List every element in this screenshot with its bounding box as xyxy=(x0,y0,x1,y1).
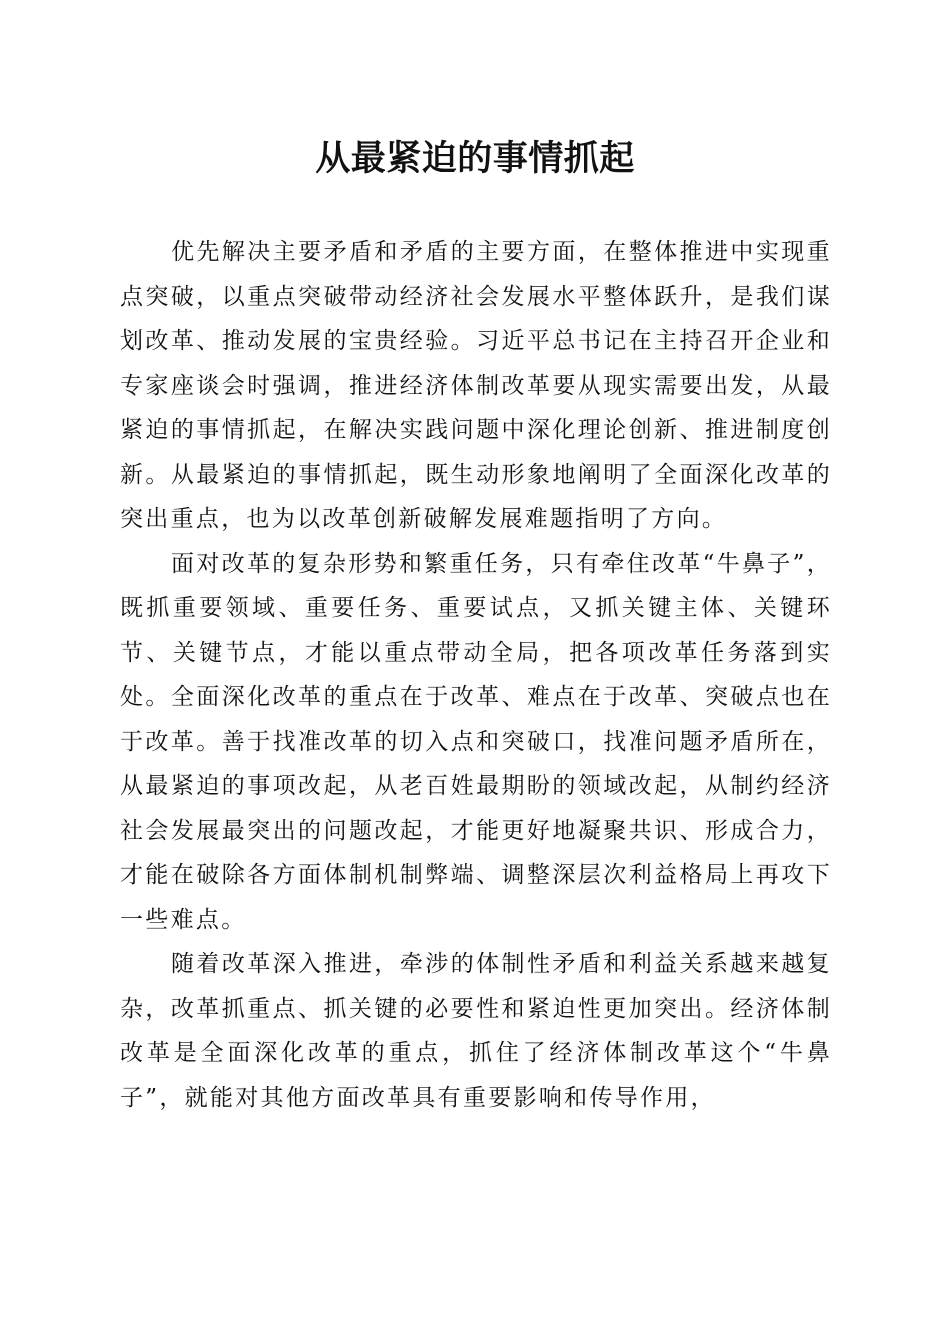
paragraph-1: 优先解决主要矛盾和矛盾的主要方面，在整体推进中实现重点突破，以重点突破带动经济社会发展水平整体跃升，是我们谋划改革、推动发展的宝贵经验。习近平总书记在主持召开企业和专家座谈会时强调，推进经济体制改革要从现实需要出发，从最紧迫的事情抓起，在解决实践问题中深化理论创新、推进制度创新。从最紧迫的事情抓起，既生动形象地阐明了全面深化改革的突出重点，也为以改革创新破解发展难题指明了方向。 xyxy=(120,239,832,532)
article-body xyxy=(120,230,832,1120)
paragraph-3: 随着改革深入推进，牵涉的体制性矛盾和利益关系越来越复杂，改革抓重点、抓关键的必要性和紧迫性更加突出。经济体制改革是全面深化改革的重点，抓住了经济体制改革这个“牛鼻子”，就能对其他方面改革具有重要影响和传导作用， xyxy=(120,951,832,1111)
paragraph-2: 面对改革的复杂形势和繁重任务，只有牵住改革“牛鼻子”，既抓重要领域、重要任务、重要试点，又抓关键主体、关键环节、关键节点，才能以重点带动全局，把各项改革任务落到实处。全面深化改革的重点在于改革、难点在于改革、突破点也在于改革。善于找准改革的切入点和突破口，找准问题矛盾所在，从最紧迫的事项改起，从老百姓最期盼的领域改起，从制约经济社会发展最突出的问题改起，才能更好地凝聚共识、形成合力，才能在破除各方面体制机制弊端、调整深层次利益格局上再攻下一些难点。 xyxy=(120,550,832,933)
article-title: 从最紧迫的事情抓起 xyxy=(315,138,635,179)
